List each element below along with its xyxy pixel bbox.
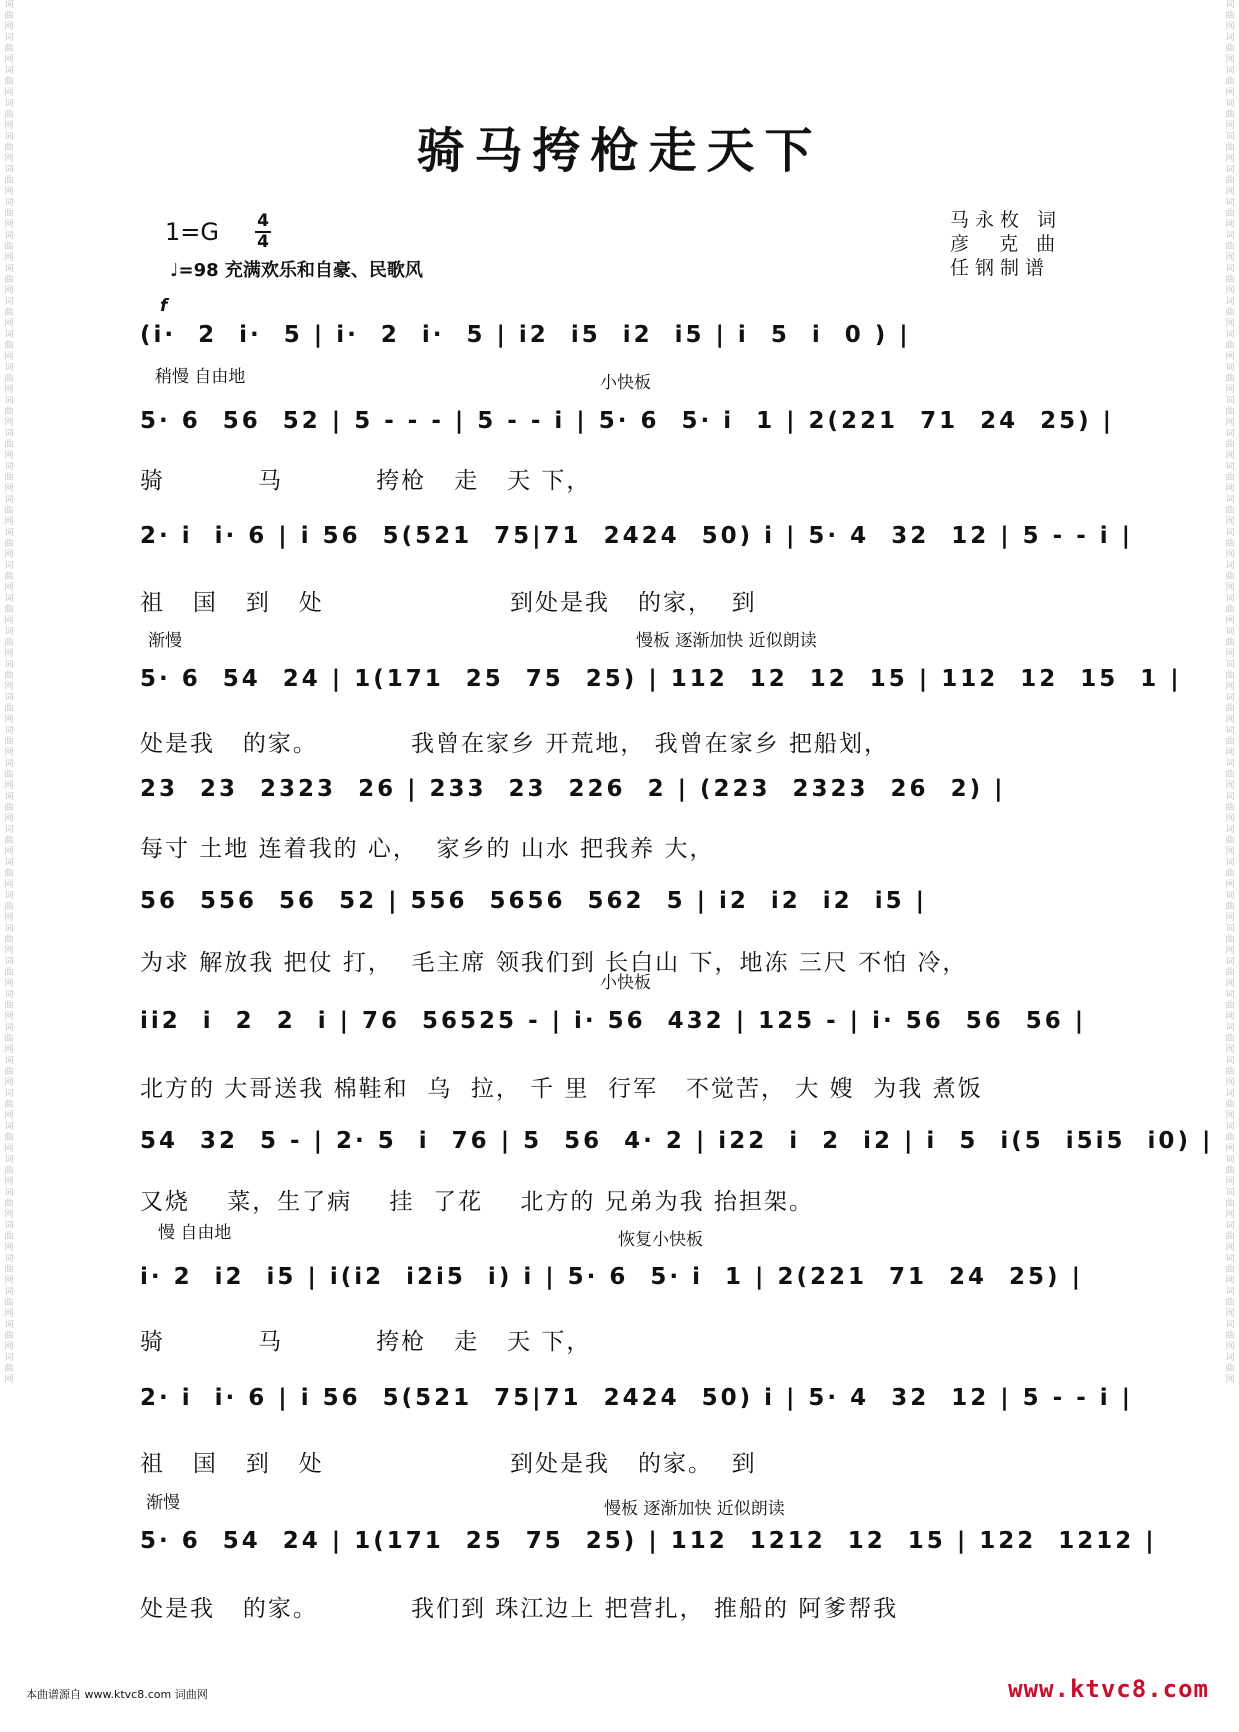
site-logo[interactable]: www.ktvc8.com	[1008, 1675, 1209, 1703]
performance-mark: 小快板	[600, 373, 651, 393]
time-sig-bottom: 4	[257, 232, 269, 252]
song-title: 骑马挎枪走天下	[416, 123, 823, 179]
performance-mark: 慢板 逐渐加快 近似朗读	[636, 631, 817, 651]
score-line-10: 2· i i· 6 | i 56 5(521 75|71 2424 50) i | 5· 4 32 12 | 5 - - i |	[140, 1385, 1134, 1411]
lyric-line-5: 每寸 土地 连着我的 心， 家乡的 山水 把我养 大，	[140, 836, 715, 862]
source-note: 本曲谱源自 www.ktvc8.com 词曲网	[26, 1688, 208, 1701]
score-line-5: 23 23 2323 26 | 233 23 226 2 | (223 2323 26 2) |	[140, 776, 1006, 802]
key-signature: 1=G	[165, 218, 219, 246]
performance-mark: 慢板 逐渐加快 近似朗读	[604, 1499, 785, 1519]
composer-credit: 彦 克 曲	[950, 233, 1062, 255]
score-line-6: 56 556 56 52 | 556 5656 562 5 | i2 i2 i2 i5 |	[140, 888, 927, 914]
lyric-line-8: 又烧 菜，生了病 挂 了花 北方的 兄弟为我 抬担架。	[140, 1189, 814, 1215]
tempo-marking: ♩=98 充满欢乐和自豪、民歌风	[170, 260, 423, 281]
lyric-line-7: 北方的 大哥送我 棉鞋和 乌 拉， 千 里 行军 不觉苦， 大 嫂 为我 煮饭	[140, 1076, 983, 1102]
time-sig-top: 4	[257, 211, 269, 231]
lyricist-credit: 马永枚 词	[950, 209, 1063, 231]
performance-mark: 渐慢	[148, 631, 182, 651]
watermark-strip-left: 词曲网词曲网词曲网词曲网词曲网词曲网词曲网词曲网词曲网词曲网词曲网词曲网词曲网词曲网词曲网词曲网词曲网词曲网词曲网词曲网词曲网词曲网词曲网词曲网词曲网词曲网词曲网词曲网词曲网词曲网词曲网词曲网词曲网词曲网词曲网词曲网词曲网词曲网词曲网词曲网词曲网词曲网	[4, 0, 14, 1385]
lyric-line-4: 处是我 的家。 我曾在家乡 开荒地， 我曾在家乡 把船划，	[140, 731, 889, 757]
dynamic-mark: f	[160, 296, 168, 316]
score-line-1: (i· 2 i· 5 | i· 2 i· 5 | i2 i5 i2 i5 | i 5 i 0 ) |	[140, 322, 911, 348]
transcriber-credit: 任钢制谱	[950, 257, 1051, 279]
credits	[950, 208, 1062, 280]
performance-mark: 渐慢	[146, 1493, 180, 1513]
score-line-7: ii2 i 2 2 i | 76 56525 - | i· 56 432 | 125 - | i· 56 56 56 |	[140, 1008, 1087, 1034]
score-line-4: 5· 6 54 24 | 1(171 25 75 25) | 112 12 12 15 | 112 12 15 1 |	[140, 666, 1182, 692]
score-line-11: 5· 6 54 24 | 1(171 25 75 25) | 112 1212 12 15 | 122 1212 |	[140, 1528, 1157, 1554]
score-line-8: 54 32 5 - | 2· 5 i 76 | 5 56 4· 2 | i22 i 2 i2 | i 5 i(5 i5i5 i0) |	[140, 1128, 1214, 1154]
performance-mark: 小快板	[600, 973, 651, 993]
lyric-line-6: 为求 解放我 把仗 打， 毛主席 领我们到 长白山 下，地冻 三尺 不怕 冷，	[140, 950, 968, 976]
score-line-2: 5· 6 56 52 | 5 - - - | 5 - - i | 5· 6 5· i 1 | 2(221 71 24 25) |	[140, 408, 1115, 434]
performance-mark: 恢复小快板	[618, 1230, 703, 1250]
lyric-line-11: 处是我 的家。 我们到 珠江边上 把营扎， 推船的 阿爹帮我	[140, 1596, 899, 1622]
time-signature	[253, 212, 273, 252]
lyric-line-9: 骑 马 挎枪 走 天 下，	[140, 1329, 592, 1355]
performance-mark: 慢 自由地	[158, 1223, 232, 1243]
score-line-3: 2· i i· 6 | i 56 5(521 75|71 2424 50) i | 5· 4 32 12 | 5 - - i |	[140, 523, 1134, 549]
lyric-line-10: 祖 国 到 处 到处是我 的家。 到	[140, 1451, 757, 1477]
performance-mark: 稍慢 自由地	[155, 367, 246, 387]
score-line-9: i· 2 i2 i5 | i(i2 i2i5 i) i | 5· 6 5· i 1 | 2(221 71 24 25) |	[140, 1264, 1083, 1290]
watermark-strip-right: 词曲网词曲网词曲网词曲网词曲网词曲网词曲网词曲网词曲网词曲网词曲网词曲网词曲网词曲网词曲网词曲网词曲网词曲网词曲网词曲网词曲网词曲网词曲网词曲网词曲网词曲网词曲网词曲网词曲网词曲网词曲网词曲网词曲网词曲网词曲网词曲网词曲网词曲网词曲网词曲网词曲网词曲网	[1225, 0, 1235, 1385]
lyric-line-2: 骑 马 挎枪 走 天 下，	[140, 468, 592, 494]
lyric-line-3: 祖 国 到 处 到处是我 的家， 到	[140, 590, 757, 616]
